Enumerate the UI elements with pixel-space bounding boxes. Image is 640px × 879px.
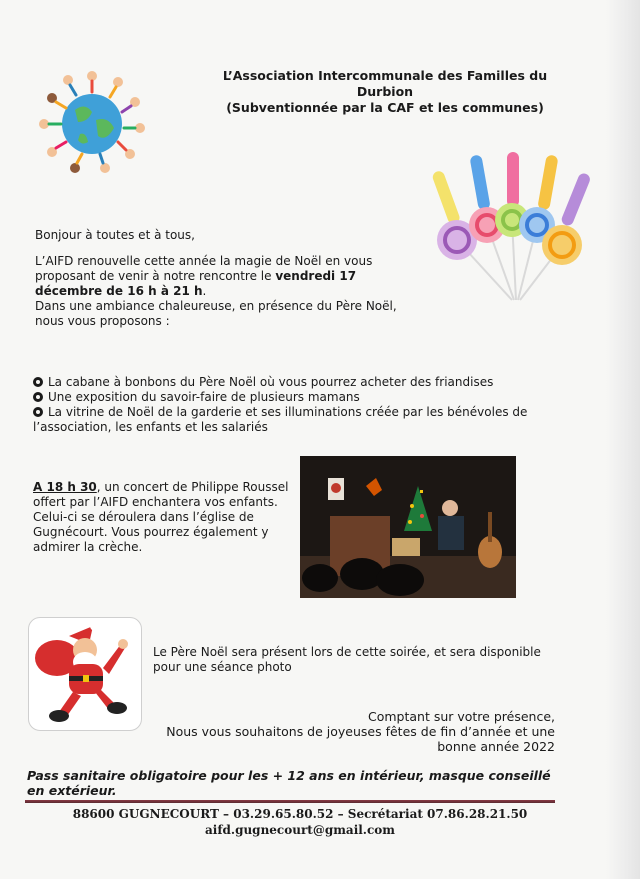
closing-line-1: Comptant sur votre présence,	[367, 709, 555, 724]
greeting: Bonjour à toutes et à tous,	[35, 228, 195, 242]
header-line-1: L’Association Intercommunale des Familles du	[222, 68, 548, 83]
concert-time: A 18 h 30	[33, 480, 97, 494]
association-header	[200, 68, 570, 116]
intro-text: L’AIFD renouvelle cette année la magie de Noël en vous proposant de venir à notre rencontre le	[35, 254, 373, 283]
event-date: vendredi 17 décembre de 16 h à 21 h	[35, 269, 357, 298]
footer-address-phones: 88600 GUGNECOURT – 03.29.65.80.52 – Secrétariat 07.86.28.21.50	[72, 807, 528, 821]
page-edge-shadow	[606, 0, 640, 879]
list-item	[33, 390, 563, 405]
intro-line-2: Dans une ambiance chaleureuse, en présence du Père Noël, nous vous proposons :	[35, 299, 397, 328]
lollipops-illustration	[432, 150, 602, 315]
santa-note: Le Père Noël sera présent lors de cette soirée, et sera disponible pour une séance photo	[153, 645, 541, 674]
bullet-icon	[33, 392, 43, 402]
header-line-2: Durbion	[356, 84, 414, 99]
list-item	[33, 375, 563, 390]
closing-line-3: bonne année 2022	[437, 739, 555, 754]
bullet-text: La cabane à bonbons du Père Noël où vous pourrez acheter des friandises	[48, 375, 494, 389]
globe-children-logo	[30, 62, 155, 182]
closing-line-2: Nous vous souhaitons de joyeuses fêtes de fin d’année et une	[166, 724, 555, 739]
list-item	[33, 405, 563, 435]
santa-illustration	[29, 618, 141, 730]
concert-text: , un concert de Philippe Roussel offert par l’AIFD enchantera vos enfants. Celui-ci se déroulera dans l’église de Gugnécourt. Vous pourrez également y admirer la crèche.	[33, 480, 289, 554]
bullet-icon	[33, 377, 43, 387]
footer-email[interactable]: aifd.gugnecourt@gmail.com	[205, 823, 395, 837]
bullet-text: La vitrine de Noël de la garderie et ses illuminations créée par les bénévoles de l’association, les enfants et les salariés	[33, 405, 528, 434]
footer-divider	[25, 800, 555, 803]
contact-footer	[60, 806, 540, 838]
intro-period: .	[202, 284, 207, 298]
bullet-icon	[33, 407, 43, 417]
activities-list	[33, 375, 563, 435]
pass-sanitaire-notice: Pass sanitaire obligatoire pour les + 12 ans en intérieur, masque conseillé en extérieur.	[27, 768, 551, 798]
santa-frame	[28, 617, 142, 731]
bullet-text: Une exposition du savoir-faire de plusieurs mamans	[48, 390, 360, 404]
closing-message	[160, 709, 555, 754]
concert-paragraph	[33, 480, 293, 555]
intro-paragraph	[35, 254, 405, 329]
header-line-3: (Subventionnée par la CAF et les communes)	[226, 100, 544, 115]
concert-photo	[300, 456, 516, 598]
